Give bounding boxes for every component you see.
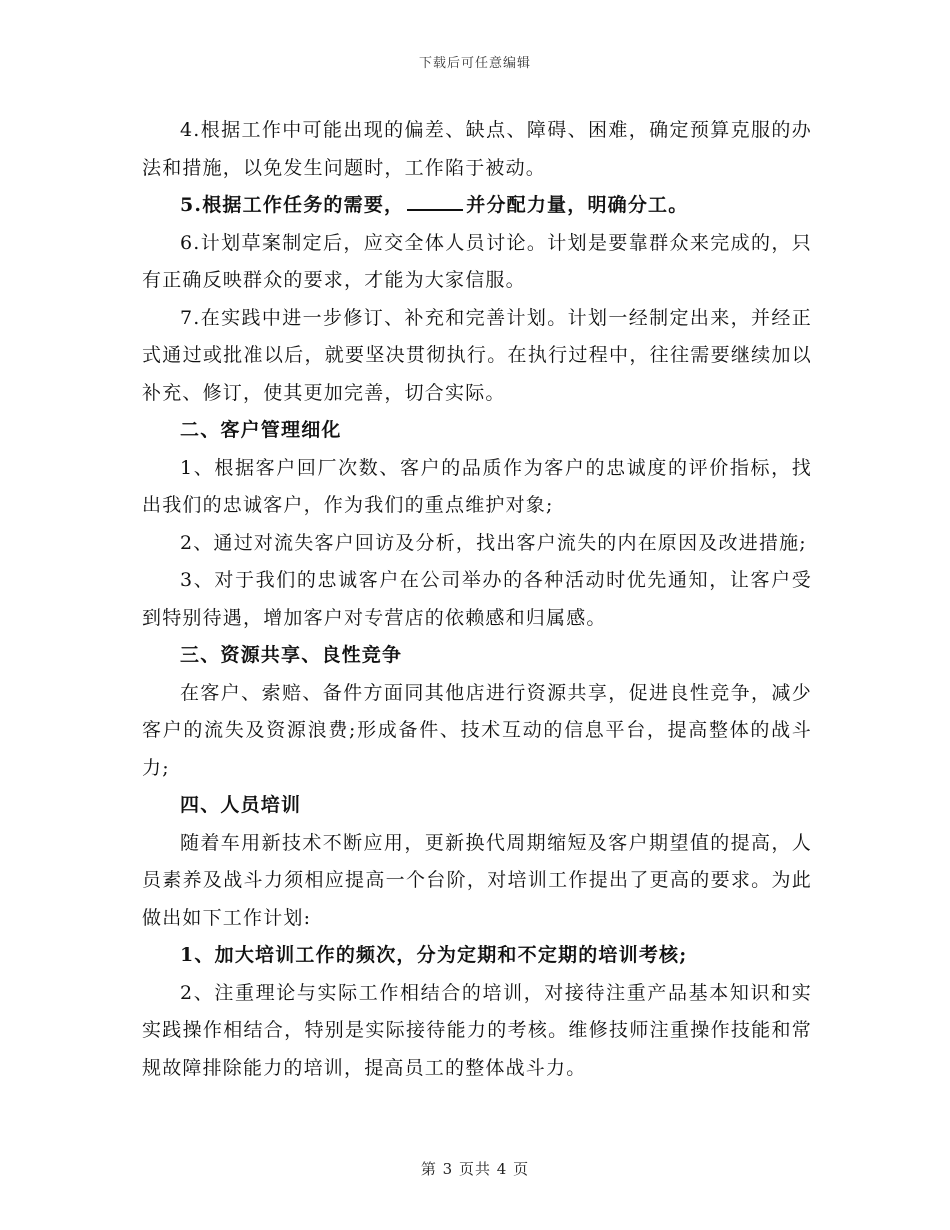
page-header: 下载后可任意编辑 xyxy=(418,56,531,71)
section-heading-training: 四、人员培训 xyxy=(180,794,302,816)
training-intro: 随着车用新技术不断应用，更新换代周期缩短及客户期望值的提高，人员素养及战斗力须相应提高一个台阶，对培训工作提出了更高的要求。为此做出如下工作计划: xyxy=(142,831,812,929)
paragraph-4: 4.根据工作中可能出现的偏差、缺点、障碍、困难，确定预算克服的办法和措施，以免发生问题时，工作陷于被动。 xyxy=(142,119,812,179)
fill-in-blank xyxy=(407,190,463,211)
paragraph-5-after: 并分配力量，明确分工。 xyxy=(466,194,689,216)
customer-item-1: 1、根据客户回厂次数、客户的品质作为客户的忠诚度的评价指标，找出我们的忠诚客户，作为我们的重点维护对象; xyxy=(142,456,812,516)
section-heading-resource-sharing: 三、资源共享、良性竞争 xyxy=(180,644,403,666)
document-body xyxy=(142,112,812,1087)
paragraph-6: 6.计划草案制定后，应交全体人员讨论。计划是要靠群众来完成的，只有正确反映群众的要求，才能为大家信服。 xyxy=(142,231,812,291)
paragraph-7: 7.在实践中进一步修订、补充和完善计划。计划一经制定出来，并经正式通过或批准以后，就要坚决贯彻执行。在执行过程中，往往需要继续加以补充、修订，使其更加完善，切合实际。 xyxy=(142,306,812,404)
resource-sharing-text: 在客户、索赔、备件方面同其他店进行资源共享，促进良性竞争，减少客户的流失及资源浪费;形成备件、技术互动的信息平台，提高整体的战斗力; xyxy=(142,681,812,779)
customer-item-2: 2、通过对流失客户回访及分析，找出客户流失的内在原因及改进措施; xyxy=(180,531,807,554)
training-item-1: 1、加大培训工作的频次，分为定期和不定期的培训考核; xyxy=(180,944,688,966)
section-heading-customer-management: 二、客户管理细化 xyxy=(180,419,342,441)
customer-item-3: 3、对于我们的忠诚客户在公司举办的各种活动时优先通知，让客户受到特别待遇，增加客户对专营店的依赖感和归属感。 xyxy=(142,569,812,629)
paragraph-5-before: 5.根据工作任务的需要， xyxy=(180,194,405,216)
paragraph-5 xyxy=(142,187,812,225)
page-footer: 第 3 页共 4 页 xyxy=(420,1160,530,1178)
training-item-2: 2、注重理论与实际工作相结合的培训，对接待注重产品基本知识和实实践操作相结合，特别是实际接待能力的考核。维修技师注重操作技能和常规故障排除能力的培训，提高员工的整体战斗力。 xyxy=(142,981,812,1079)
